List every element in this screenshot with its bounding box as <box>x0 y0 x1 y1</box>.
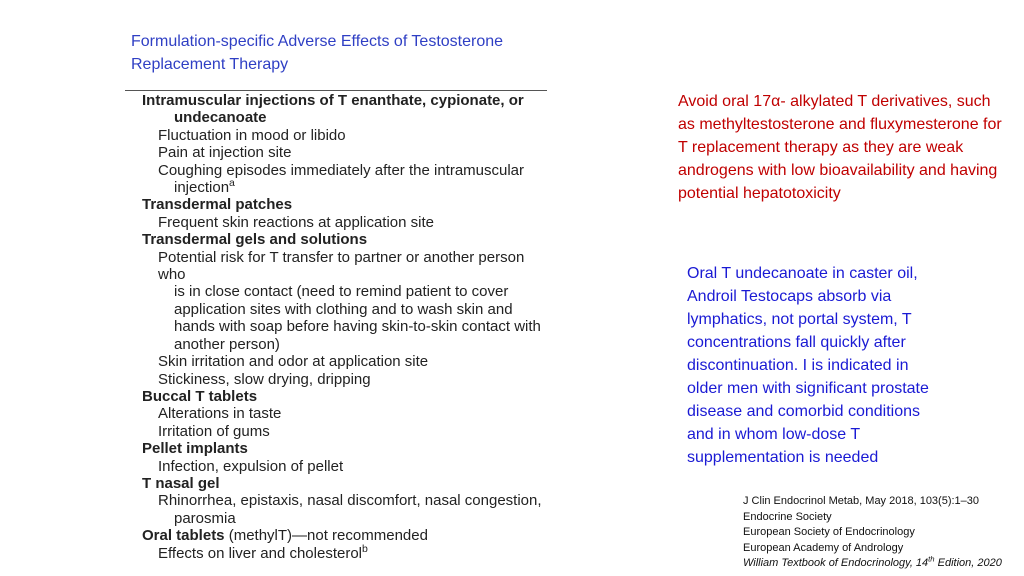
effect-transfer-risk-line2: is in close contact (need to remind patient to cover <box>174 283 509 301</box>
effect-taste: Alterations in taste <box>158 405 282 423</box>
effect-coughing-line1: Coughing episodes immediately after the intramuscular <box>158 161 525 179</box>
category-intramuscular <box>142 92 552 127</box>
category-oral-tablets <box>142 527 552 544</box>
effect-coughing-line2 <box>142 179 552 196</box>
reference-williams-edition: Edition, 2020 <box>934 557 1002 569</box>
reference-williams-textbook <box>743 556 1023 572</box>
category-transdermal-patches: Transdermal patches <box>142 196 293 214</box>
category-oral-tablets-note: (methylT)—not recommended <box>224 527 428 545</box>
slide-title: Formulation-specific Adverse Effects of Testosterone Replacement Therapy <box>131 33 504 73</box>
footnote-mark-a: a <box>229 177 235 190</box>
effect-injection-pain: Pain at injection site <box>158 144 292 162</box>
reference-williams-sup: th <box>928 554 935 564</box>
effect-stickiness: Stickiness, slow drying, dripping <box>158 370 371 388</box>
note-avoid-oral-alkylated: Avoid oral 17α- alkylated T derivatives, such as methyltestosterone and fluxymesterone for T replacement therapy as they are weak androgens with low bioavailability and having potential hepatotoxicity <box>678 93 1002 202</box>
effect-nasal-line2: parosmia <box>174 509 236 527</box>
reference-jcem: J Clin Endocrinol Metab, May 2018, 103(5):1–30 <box>743 495 980 507</box>
category-oral-tablets-label: Oral tablets <box>142 527 225 545</box>
category-nasal-gel: T nasal gel <box>142 474 220 492</box>
reference-ese: European Society of Endocrinology <box>743 526 915 538</box>
category-transdermal-gels: Transdermal gels and solutions <box>142 231 368 249</box>
category-intramuscular-line2: undecanoate <box>174 109 267 127</box>
category-intramuscular-line1: Intramuscular injections of T enanthate, cypionate, or <box>142 92 524 109</box>
effect-mood-libido: Fluctuation in mood or libido <box>158 126 346 144</box>
effect-transfer-risk-line1: Potential risk for T transfer to partner or another person who <box>158 248 525 284</box>
effect-transfer-risk-line3: application sites with clothing and to wash skin and <box>174 300 513 318</box>
references <box>743 494 1023 572</box>
reference-williams-text: William Textbook of Endocrinology, 14 <box>743 557 929 569</box>
effect-transfer-risk-line4: hands with soap before having skin-to-skin contact with <box>174 318 541 336</box>
effect-coughing-text: injection <box>174 179 230 197</box>
reference-endocrine-society: Endocrine Society <box>743 510 832 523</box>
effect-infection-expulsion: Infection, expulsion of pellet <box>158 457 344 475</box>
reference-eaa: European Academy of Andrology <box>743 541 904 554</box>
adverse-effects-table <box>142 92 552 562</box>
note-oral-undecanoate: Oral T undecanoate in caster oil, Androil Testocaps absorb via lymphatics, not portal system, T concentrations fall quickly after discontinuation. I is indicated in older men with significant prostate disease and comorbid conditions and in whom low-dose T supplementation is needed <box>687 265 929 466</box>
effect-skin-irritation: Skin irritation and odor at application site <box>158 353 429 371</box>
category-buccal-tablets: Buccal T tablets <box>142 387 258 405</box>
effect-nasal-line1: Rhinorrhea, epistaxis, nasal discomfort, nasal congestion, <box>158 492 542 510</box>
effect-liver-cholesterol <box>142 542 552 562</box>
effect-liver-cholesterol-text: Effects on liver and cholesterol <box>158 544 363 562</box>
footnote-mark-b: b <box>362 542 368 555</box>
category-pellet-implants: Pellet implants <box>142 440 248 458</box>
effect-gums: Irritation of gums <box>158 422 270 440</box>
effect-transfer-risk-line5: another person) <box>174 335 280 353</box>
effect-skin-reactions: Frequent skin reactions at application site <box>158 213 434 231</box>
table-top-rule <box>125 90 547 91</box>
